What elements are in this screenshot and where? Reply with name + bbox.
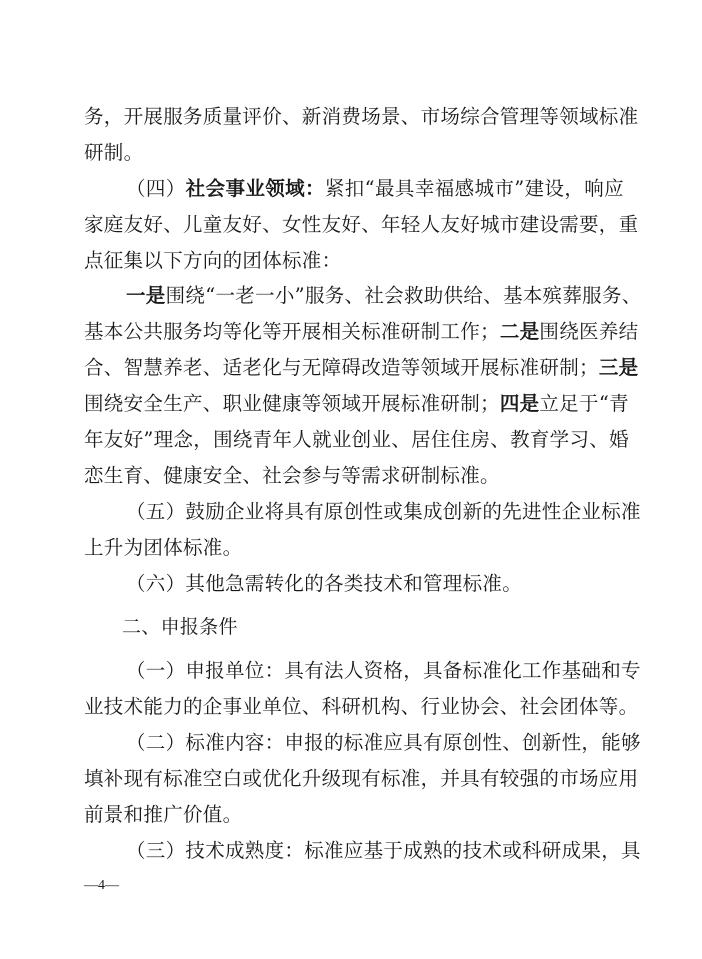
paragraph-line xyxy=(84,463,624,489)
paragraph-line xyxy=(126,283,642,309)
line-text: （五）鼓励企业将具有原创性或集成创新的先进性企业标准 xyxy=(126,500,641,523)
line-text: （一）申报单位：具有法人资格，具备标准化工作基础和专 xyxy=(126,659,641,682)
page-number: —4— xyxy=(84,878,119,893)
line-text: 年友好”理念，围绕青年人就业创业、居住住房、教育学习、婚 xyxy=(84,428,629,451)
line-text: 立足于“青 xyxy=(539,392,629,415)
line-text: 围绕安全生产、职业健康等领域开展标准研制； xyxy=(84,392,500,415)
line-text: （三）技术成熟度：标准应基于成熟的技术或科研成果，具 xyxy=(126,839,641,862)
paragraph-line xyxy=(84,104,639,130)
line-text: 围绕“一老一小”服务、社会救助供给、基本殡葬服务、 xyxy=(165,284,642,307)
paragraph-line xyxy=(84,248,624,274)
line-text: 紧扣“最具幸福感城市”建设，响应 xyxy=(324,177,624,200)
paragraph-line xyxy=(84,694,639,720)
line-text: 前景和推广价值。 xyxy=(84,803,243,826)
paragraph-line xyxy=(84,535,624,561)
paragraph-line-section-4 xyxy=(126,176,624,202)
section-prefix: （四） xyxy=(126,177,186,200)
paragraph-line xyxy=(126,571,624,597)
section-heading xyxy=(122,614,624,640)
line-text: （六）其他急需转化的各类技术和管理标准。 xyxy=(126,572,523,595)
line-text: 合、智慧养老、适老化与无障碍改造等领域开展标准研制； xyxy=(84,356,599,379)
line-text: 业技术能力的企事业单位、科研机构、行业协会、社会团体等。 xyxy=(84,695,639,718)
heading-text: 二、申报条件 xyxy=(122,616,238,638)
line-text: 务，开展服务质量评价、新消费场景、市场综合管理等领域标准 xyxy=(84,105,639,128)
line-text: 点征集以下方向的团体标准： xyxy=(84,249,342,272)
paragraph-line xyxy=(84,391,629,417)
paragraph-line xyxy=(84,766,639,792)
emphasis-label: 一是 xyxy=(126,284,166,307)
paragraph-line xyxy=(126,658,641,684)
line-text: 填补现有标准空白或优化升级现有标准，并具有较强的市场应用 xyxy=(84,767,639,790)
paragraph-line xyxy=(84,802,624,828)
paragraph-line xyxy=(126,730,641,756)
line-text: 基本公共服务均等化等开展相关标准研制工作； xyxy=(84,320,500,343)
emphasis-label: 三是 xyxy=(598,356,639,379)
line-text: 上升为团体标准。 xyxy=(84,536,243,559)
paragraph-line xyxy=(84,140,624,166)
line-text: （二）标准内容：申报的标准应具有原创性、创新性，能够 xyxy=(126,731,641,754)
emphasis-label: 二是 xyxy=(499,320,540,343)
line-text: 研制。 xyxy=(84,141,144,164)
paragraph-line xyxy=(84,427,629,453)
paragraph-line xyxy=(84,319,639,345)
line-text: 恋生育、健康安全、社会参与等需求研制标准。 xyxy=(84,464,500,487)
paragraph-line xyxy=(84,355,639,381)
paragraph-line xyxy=(84,212,639,238)
paragraph-line xyxy=(126,838,641,864)
emphasis-label: 四是 xyxy=(499,392,540,415)
line-text: 围绕医养结 xyxy=(539,320,639,343)
line-text: 家庭友好、儿童友好、女性友好、年轻人友好城市建设需要，重 xyxy=(84,213,639,236)
section-title: 社会事业领域： xyxy=(185,177,325,200)
paragraph-line xyxy=(126,499,641,525)
